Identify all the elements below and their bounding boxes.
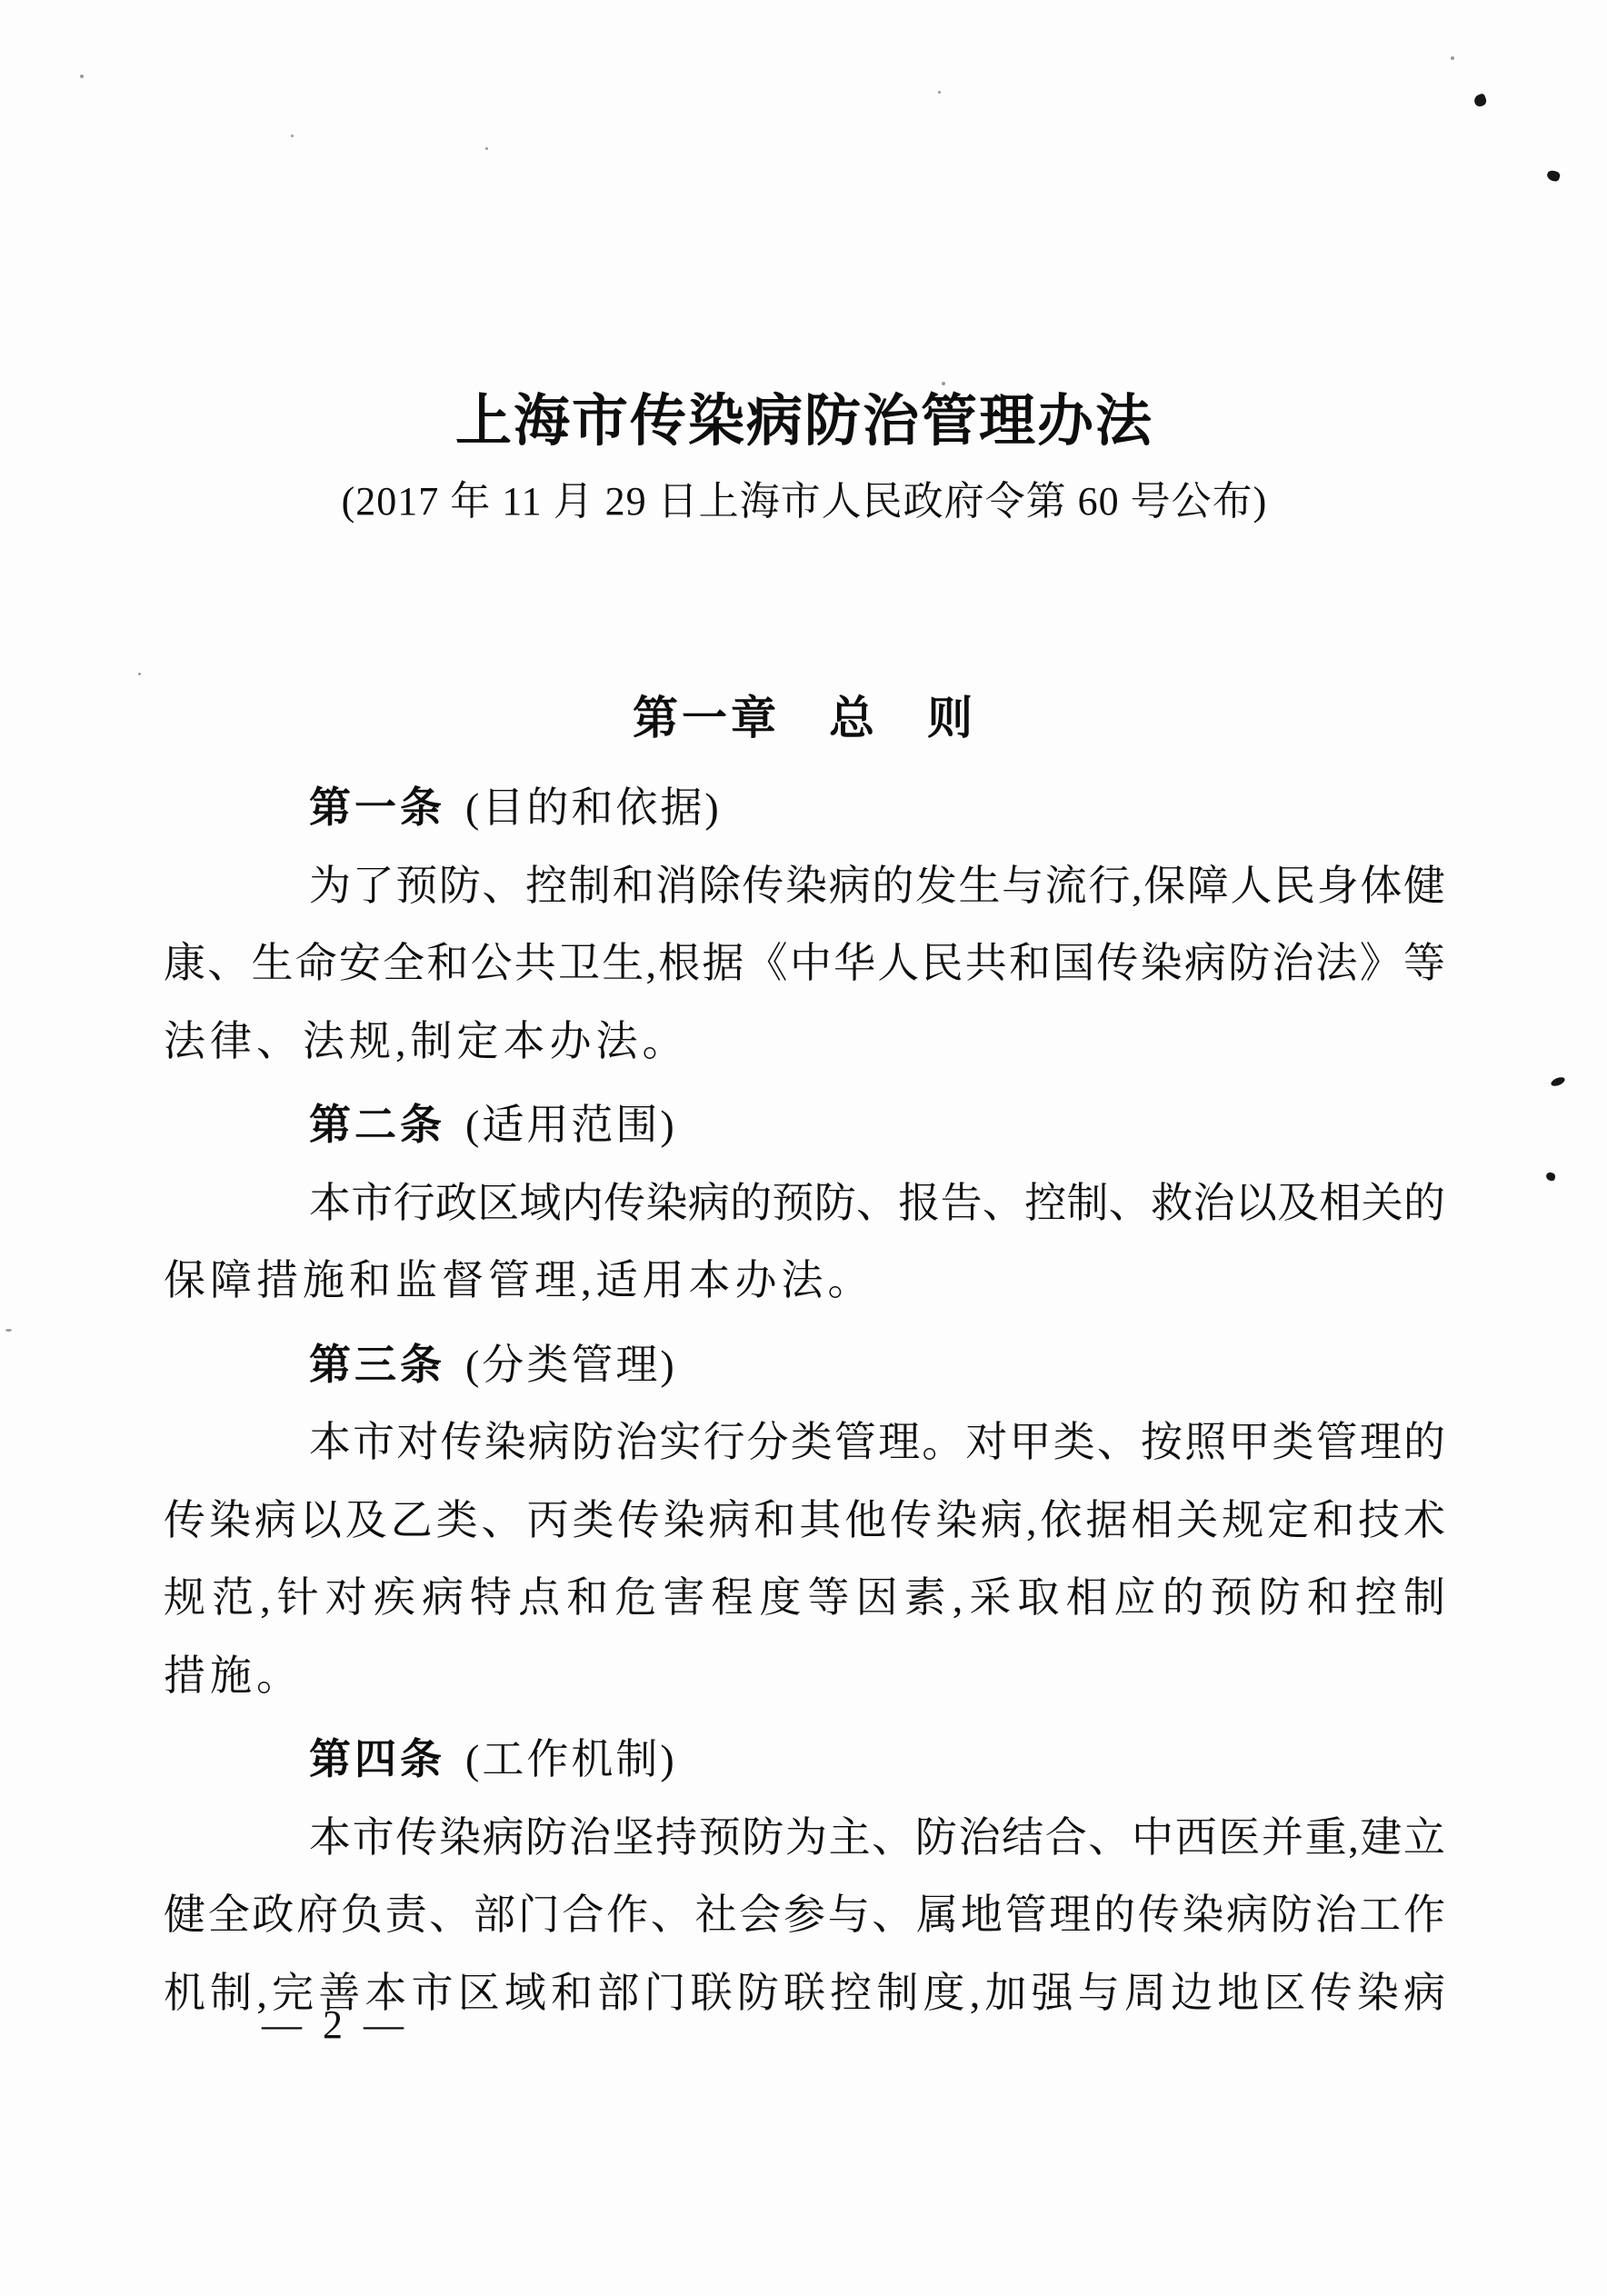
scan-speck	[1546, 169, 1561, 182]
scan-speck	[80, 75, 84, 78]
article-2	[164, 1086, 1445, 1320]
article-1-heading	[164, 769, 1445, 847]
scan-speck	[1550, 1075, 1566, 1087]
article-1-label: 第一条	[309, 784, 445, 831]
article-2-note: (适用范围)	[465, 1102, 677, 1148]
text-line: 措施。	[164, 1652, 303, 1699]
article-3-label: 第三条	[309, 1340, 445, 1388]
article-4	[164, 1721, 1445, 2031]
article-3-note: (分类管理)	[465, 1341, 677, 1388]
scan-speck	[5, 1329, 12, 1332]
scan-speck	[1545, 1172, 1555, 1182]
document-title: 上海市传染病防治管理办法	[454, 390, 1153, 453]
scan-speck	[485, 147, 488, 150]
article-3	[164, 1326, 1445, 1715]
text-line: 本市行政区域内传染病的预防、报告、控制、救治以及相关的	[309, 1179, 1445, 1226]
scan-speck	[1451, 56, 1454, 60]
text-line: 传染病以及乙类、丙类传染病和其他传染病,依据相关规定和技术	[164, 1496, 1445, 1543]
chapter-heading: 第一章 总 则	[633, 693, 976, 744]
article-2-label: 第二条	[309, 1101, 445, 1148]
text-line: 康、生命安全和公共卫生,根据《中华人民共和国传染病防治法》等	[164, 940, 1445, 986]
scan-speck	[938, 91, 941, 94]
text-line: 为了预防、控制和消除传染病的发生与流行,保障人民身体健	[309, 862, 1445, 909]
promulgation-note: (2017 年 11 月 29 日上海市人民政府令第 60 号公布)	[341, 479, 1268, 524]
text-line: 本市传染病防治坚持预防为主、防治结合、中西医并重,建立	[309, 1813, 1445, 1861]
article-4-heading	[164, 1721, 1445, 1799]
text-line: 保障措施和监督管理,适用本办法。	[164, 1257, 874, 1303]
text-line: 机制,完善本市区域和部门联防联控制度,加强与周边地区传染病	[164, 1969, 1445, 2016]
scan-speck	[1472, 93, 1488, 108]
text-line: 健全政府负责、部门合作、社会参与、属地管理的传染病防治工作	[164, 1892, 1445, 1938]
scan-speck	[291, 135, 294, 137]
article-4-label: 第四条	[309, 1735, 445, 1782]
scan-speck	[138, 673, 141, 675]
text-line: 本市对传染病防治实行分类管理。对甲类、按照甲类管理的	[309, 1419, 1445, 1465]
scan-speck	[942, 382, 945, 385]
document-body	[164, 763, 1445, 2031]
text-line: 规范,针对疾病特点和危害程度等因素,采取相应的预防和控制	[164, 1574, 1445, 1621]
article-2-heading	[164, 1086, 1445, 1164]
page-number: — 2 —	[262, 2002, 409, 2047]
text-line: 法律、法规,制定本办法。	[164, 1017, 689, 1064]
article-4-note: (工作机制)	[465, 1736, 677, 1782]
article-1-note: (目的和依据)	[465, 784, 722, 831]
article-1	[164, 769, 1445, 1080]
article-3-heading	[164, 1326, 1445, 1404]
